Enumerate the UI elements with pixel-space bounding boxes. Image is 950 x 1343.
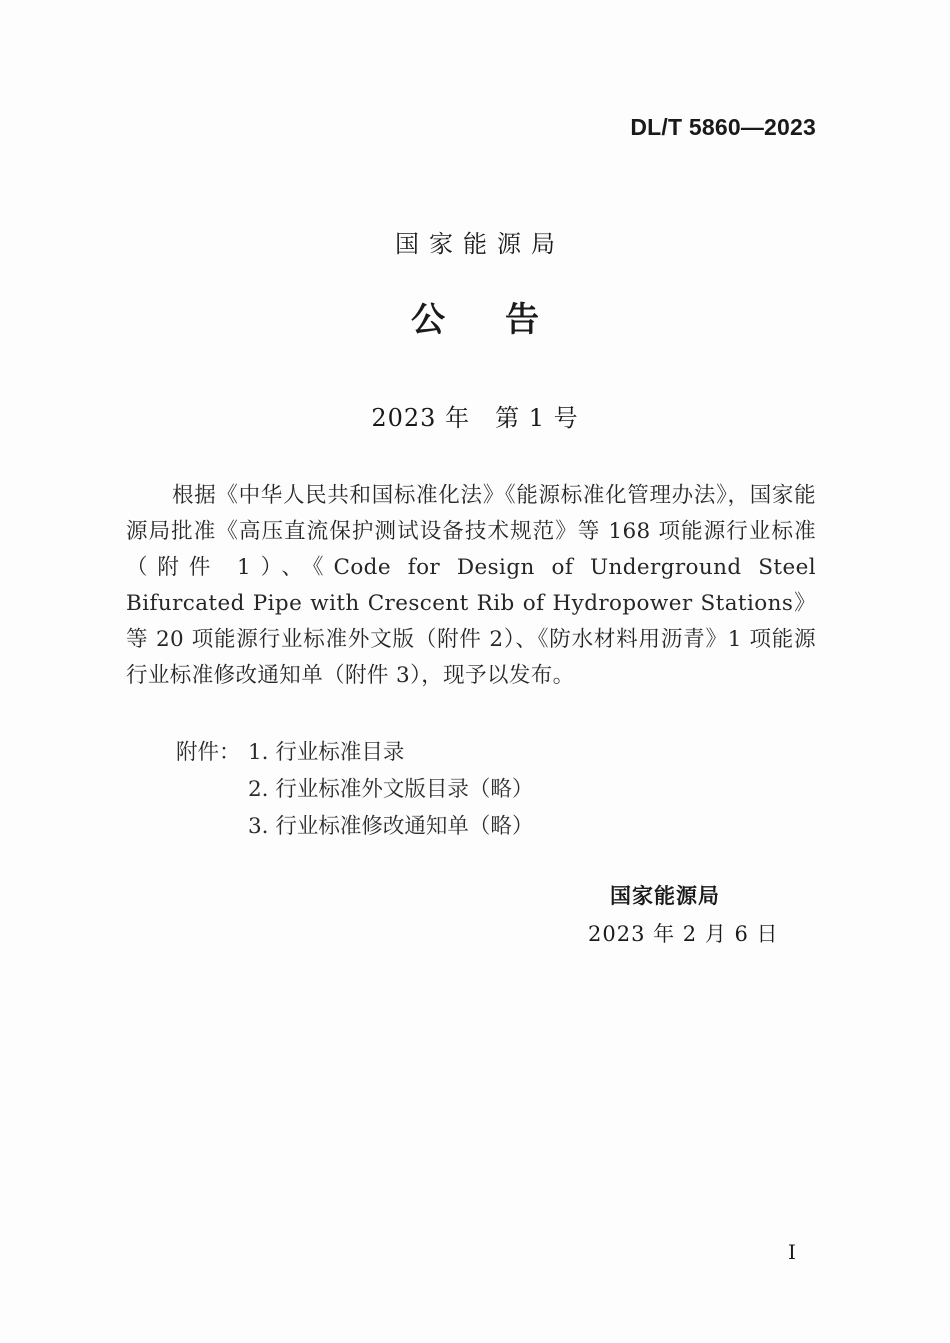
attachment-item xyxy=(176,734,533,771)
document-type-heading: 公告 xyxy=(411,300,599,340)
attachment-item-text: 1. 行业标准目录 xyxy=(248,740,405,765)
attachments-label: 附件： xyxy=(176,740,241,765)
signature-organization: 国家能源局 xyxy=(610,884,720,908)
issuer-heading: 国家能源局 xyxy=(395,230,565,258)
attachment-item xyxy=(176,808,533,845)
attachments-list xyxy=(176,734,533,845)
attachment-item-text: 3. 行业标准修改通知单（略） xyxy=(248,814,534,839)
document-number: 2023 年 第 1 号 xyxy=(371,404,579,432)
attachment-item-text: 2. 行业标准外文版目录（略） xyxy=(248,777,534,802)
attachment-item xyxy=(176,771,533,808)
standard-code: DL/T 5860—2023 xyxy=(630,114,816,140)
signature-date: 2023 年 2 月 6 日 xyxy=(588,922,779,946)
notice-body-paragraph: 根据《中华人民共和国标准化法》《能源标准化管理办法》，国家能源局批准《高压直流保护测试设备技术规范》等 168 项能源行业标准（附件 1）、《Code for Design of Underground Steel Bifurcated Pipe with Crescent Rib of Hydropower Stations》等 20 项能源行业标准外文版（附件 2）、《防水材料用沥青》1 项能源行业标准修改通知单（附件 3），现予以发布。 xyxy=(126,483,816,688)
page-number: I xyxy=(788,1240,796,1264)
